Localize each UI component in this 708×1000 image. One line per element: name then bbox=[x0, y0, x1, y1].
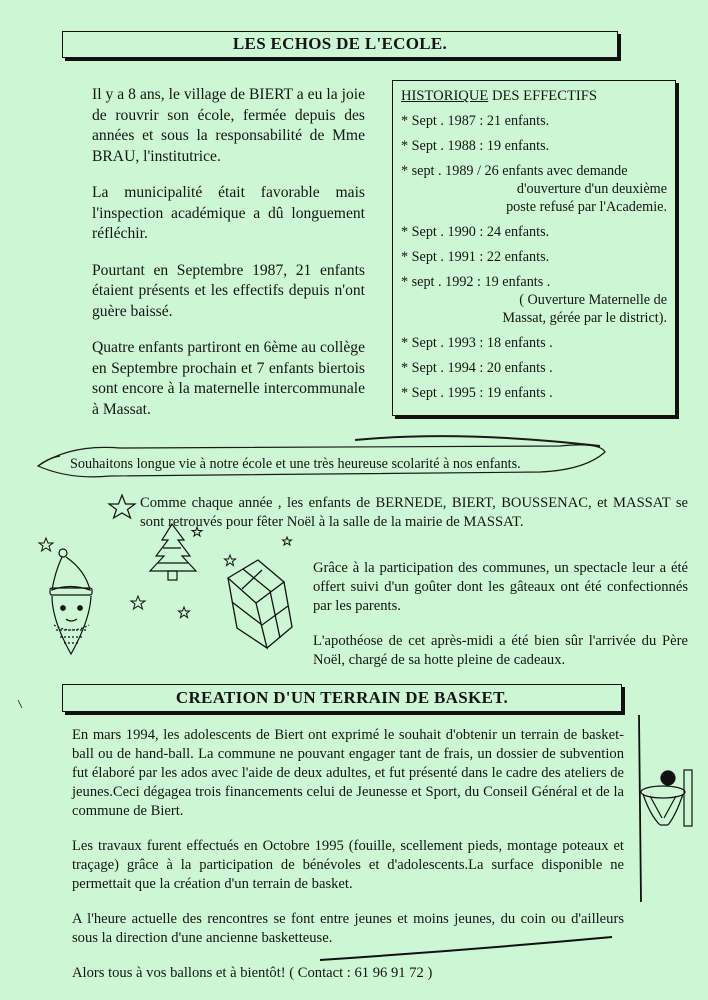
basketball-hoop-icon bbox=[641, 770, 692, 826]
historique-item-text: * Sept . 1995 : 19 enfants . bbox=[401, 385, 553, 401]
historique-item-text: * sept . 1992 : 19 enfants . bbox=[401, 274, 551, 290]
wish-text: Souhaitons longue vie à notre école et une très heureuse scolarité à nos enfants. bbox=[70, 456, 521, 472]
historique-item-text: * Sept . 1993 : 18 enfants . bbox=[401, 335, 553, 351]
historique-item-text: * Sept . 1991 : 22 enfants. bbox=[401, 249, 550, 265]
basket-title: CREATION D'UN TERRAIN DE BASKET. bbox=[175, 688, 509, 707]
historique-title-rest: DES EFFECTIFS bbox=[488, 88, 597, 104]
historique-item-text: * Sept . 1988 : 19 enfants. bbox=[401, 138, 550, 154]
basket-paragraph: A l'heure actuelle des rencontres se font entre jeunes et moins jeunes, du coin ou d'ailleurs sous la direction d'une ancienne basketteuse. bbox=[72, 911, 624, 946]
basket-paragraph: Les travaux furent effectués en Octobre 1995 (fouille, scellement pieds, montage poteaux et traçage) grâce à la participation de bénévoles et d'adolescents.La surface disponible ne permettait que la création d'un terrain de basket. bbox=[72, 838, 624, 892]
noel-paragraph: L'apothéose de cet après-midi a été bien sûr l'arrivée du Père Noël, chargé de sa hotte pleine de cadeaux. bbox=[313, 633, 688, 668]
noel-paragraph: Comme chaque année , les enfants de BERNEDE, BIERT, BOUSSENAC, et MASSAT se sont retrouvés pour fêter Noël à la salle de la mairie de MASSAT. bbox=[140, 495, 688, 530]
echos-paragraph: Quatre enfants partiront en 6ème au collège en Septembre prochain et 7 enfants biertois sont encore à la maternelle intercommunale à Massat. bbox=[92, 339, 365, 418]
historique-item-continuation: ( Ouverture Maternelle de bbox=[519, 292, 667, 308]
basket-paragraph: En mars 1994, les adolescents de Biert ont exprimé le souhait d'obtenir un terrain de basket-ball ou de hand-ball. La commune ne pouvant engager tant de frais, un dossier de subvention fut élaboré par les ados avec l'aide de deux adultes, et fut présenté dans le cadre des ateliers de jeunes.Ceci dégagea trois financements celui de Jeunesse et Sport, du Conseil Général et de la commune de Biert. bbox=[72, 727, 624, 819]
historique-item-text: * Sept . 1994 : 20 enfants . bbox=[401, 360, 553, 376]
echos-paragraph: Pourtant en Septembre 1987, 21 enfants étaient présents et les effectifs depuis n'ont guère baissé. bbox=[92, 261, 365, 320]
historique-item-continuation: Massat, gérée par le district). bbox=[502, 310, 667, 326]
echos-paragraph: Il y a 8 ans, le village de BIERT a eu la joie de rouvrir son école, fermée depuis des années et sous la responsabilité de Mme BRAU, l'institutrice. bbox=[92, 86, 365, 165]
echos-paragraph: La municipalité était favorable mais l'inspection académique a dû longuement réfléchir. bbox=[92, 184, 365, 242]
historique-item-continuation: d'ouverture d'un deuxième bbox=[516, 181, 667, 197]
historique-item-text: * sept . 1989 / 26 enfants avec demande bbox=[401, 163, 628, 179]
historique-item-text: * Sept . 1987 : 21 enfants. bbox=[401, 113, 550, 129]
noel-paragraph: Grâce à la participation des communes, un spectacle leur a été offert suivi d'un goûter dont les gâteaux ont été confectionnés par les parents. bbox=[313, 560, 688, 614]
historique-item-continuation: poste refusé par l'Academie. bbox=[506, 199, 667, 215]
basket-paragraph: Alors tous à vos ballons et à bientôt! ( Contact : 61 96 91 72 ) bbox=[72, 965, 433, 981]
historique-item-text: * Sept . 1990 : 24 enfants. bbox=[401, 224, 550, 240]
historique-title-underlined: HISTORIQUE bbox=[401, 88, 489, 104]
echos-title: LES ECHOS DE L'ECOLE. bbox=[232, 34, 448, 53]
